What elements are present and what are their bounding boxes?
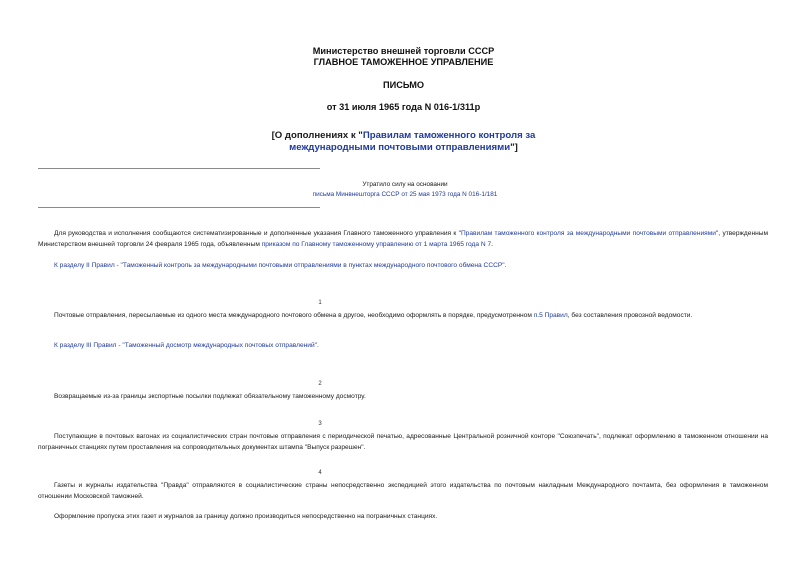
rules-title-link-cont[interactable]: международными почтовыми отправлениями: [289, 142, 511, 153]
section-3-heading: [38, 340, 768, 351]
ministry-name: Министерство внешней торговли СССР: [312, 46, 495, 56]
order-link[interactable]: приказом по Главному таможенному управлению от 1 марта 1965 года N 7: [261, 241, 492, 249]
item-3-number: 3: [318, 421, 322, 427]
status-line: Утратило силу на основании: [362, 181, 448, 188]
divider-top: [38, 168, 320, 169]
section-2-text: - "Таможенный контроль за международными почтовыми отправлениями в пунктах международного почтового обмена СССР".: [114, 262, 507, 269]
department-name: ГЛАВНОЕ ТАМОЖЕННОЕ УПРАВЛЕНИЕ: [313, 57, 494, 67]
section-2-heading: [38, 260, 768, 271]
intro-text-1: Для руководства и исполнения сообщаются систематизированные и дополненные указания Главного таможенного управления к ": [54, 230, 461, 237]
item-1-paragraph: [38, 310, 768, 321]
item-4-paragraph-b: Оформление пропуска этих газет и журналов за границу должно производиться непосредственно на пограничных станциях.: [54, 513, 438, 520]
intro-paragraph: [38, 228, 768, 251]
item-2-paragraph: Возвращаемые из-за границы экспортные посылки подлежат обязательному таможенному досмотру.: [54, 393, 366, 400]
title-close-bracket: "]: [510, 142, 518, 153]
rules-title-link[interactable]: Правилам таможенного контроля за: [362, 130, 536, 141]
item-3-paragraph: Поступающие в почтовых вагонах из социалистических стран почтовые отправления с периодической печатью, адресованные Центральной розничной конторе "Союзпечать", подлежат оформлению в таможенном отношении на пограничных станциях путем проставления на сопроводительных документах штампа "Выпуск разрешен".: [38, 433, 768, 452]
item-1-text-1: Почтовые отправления, пересылаемые из одного места международного почтового обмена в другое, необходимо оформлять в порядке, предусмотренном: [54, 312, 534, 319]
section-3-text: - "Таможенный досмотр международных почтовых отправлений".: [116, 342, 319, 349]
document-title: [0, 130, 807, 154]
item-1-text-2: , без составления провозной ведомости.: [567, 312, 693, 319]
document-date-number: от 31 июля 1965 года N 016-1/311р: [326, 102, 481, 112]
section-2-link[interactable]: К разделу II Правил: [54, 262, 115, 269]
item-2-number: 2: [318, 381, 322, 387]
item-4-number: 4: [318, 470, 322, 476]
rules-link[interactable]: Правилам таможенного контроля за международными почтовыми отправлениями: [460, 230, 716, 237]
item-1-number: 1: [318, 300, 322, 306]
document-type: ПИСЬМО: [382, 80, 425, 90]
section-3-link[interactable]: К разделу III Правил: [54, 342, 117, 349]
clause-5-link[interactable]: п.5 Правил: [533, 312, 568, 319]
item-4-paragraph: Газеты и журналы издательства "Правда" отправляются в социалистические страны непосредственно экспедицией этого издательства по почтовым накладным Международного почтамта, без оформления в таможенном отношении Московской таможней.: [38, 482, 768, 501]
status-repeal-link[interactable]: письма Минвнешторга СССР от 25 мая 1973 года N 016-1/181: [312, 190, 498, 198]
status-note: [250, 180, 560, 199]
divider-bottom: [38, 207, 320, 208]
intro-text-3: .: [491, 241, 493, 249]
title-open-bracket: [О дополнениях к ": [271, 130, 363, 141]
intro-text-2: ", утвержденным Министерством внешней торговли 24 февраля 1965 года, объявленным: [38, 230, 768, 249]
